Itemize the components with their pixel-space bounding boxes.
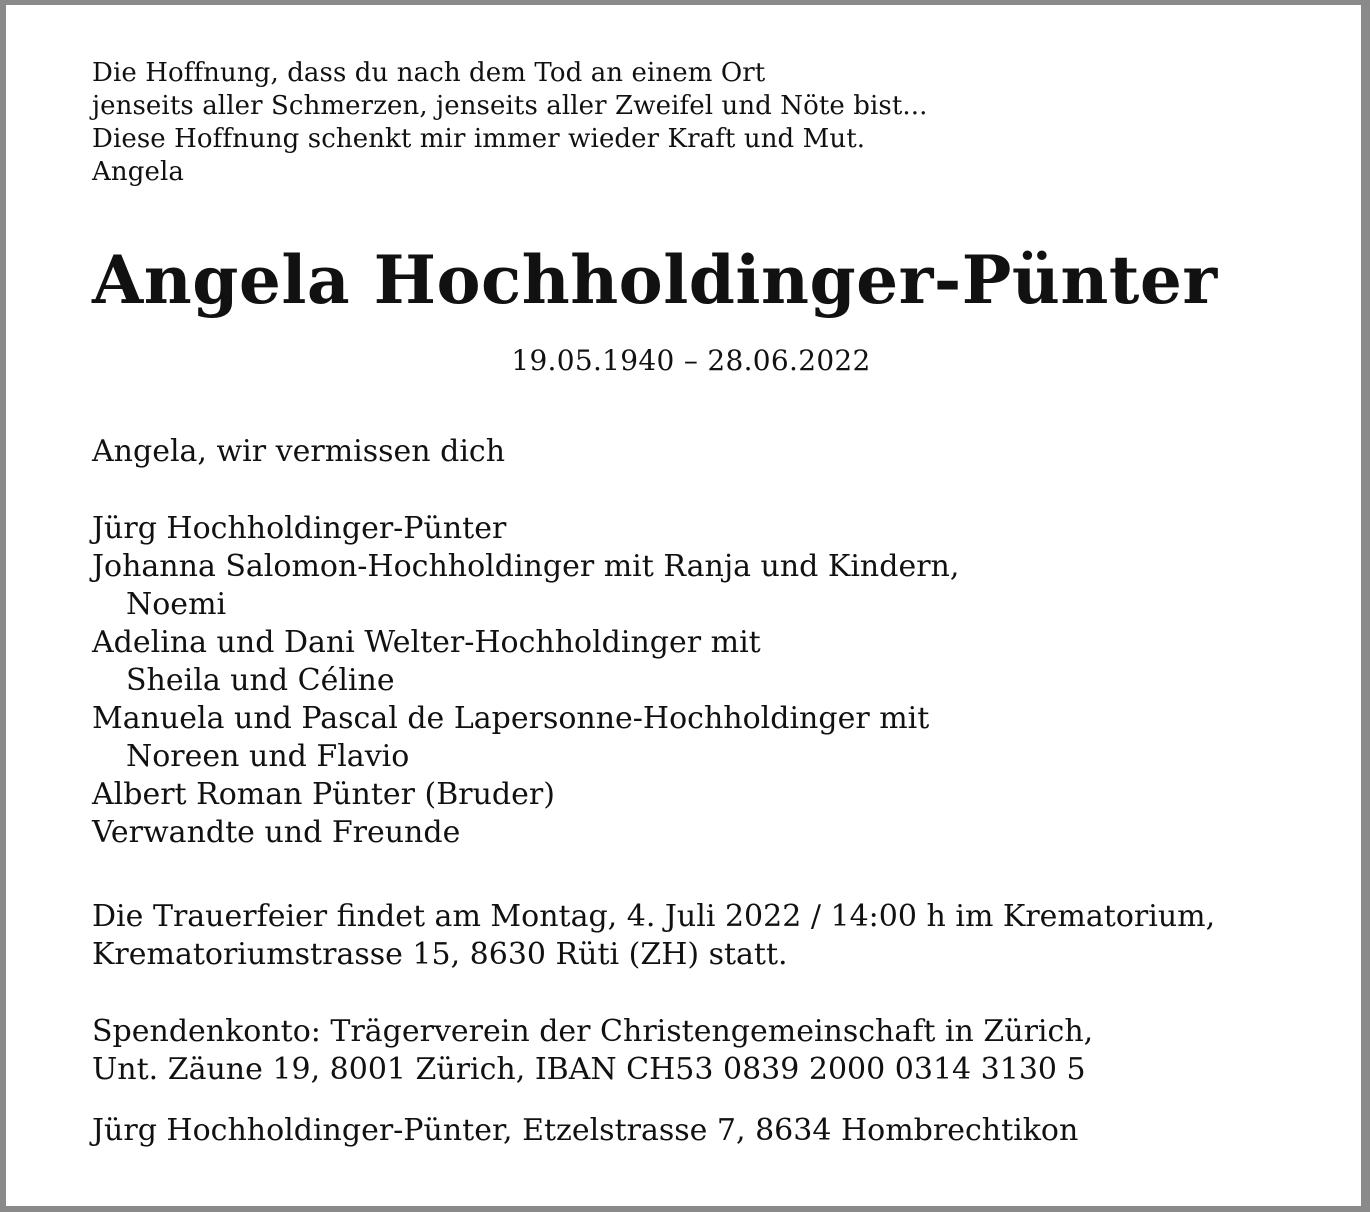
family-member-continued: Sheila und Céline — [126, 663, 395, 698]
ceremony-line: Die Trauerfeier findet am Montag, 4. Juli 2022 / 14:00 h im Krematorium, — [92, 899, 1216, 934]
family-member: Adelina und Dani Welter-Hochholdinger mit — [92, 625, 761, 660]
donation-line: Unt. Zäune 19, 8001 Zürich, IBAN CH53 0839 2000 0314 3130 5 — [92, 1052, 1086, 1087]
ceremony-line: Krematoriumstrasse 15, 8630 Rüti (ZH) statt. — [92, 937, 788, 972]
family-member: Verwandte und Freunde — [92, 815, 461, 850]
donation-line: Spendenkonto: Trägerverein der Christengemeinschaft in Zürich, — [92, 1014, 1094, 1049]
farewell-message: Angela, wir vermissen dich — [92, 434, 506, 469]
poem-signature: Angela — [92, 157, 184, 187]
family-member: Manuela und Pascal de Lapersonne-Hochholdinger mit — [92, 701, 930, 736]
donation-info — [92, 1013, 1093, 1089]
contact-address: Jürg Hochholdinger-Pünter, Etzelstrasse 7, 8634 Hombrechtikon — [92, 1113, 1079, 1148]
poem — [92, 57, 928, 189]
poem-line: Diese Hoffnung schenkt mir immer wieder Kraft und Mut. — [92, 124, 866, 154]
family-member: Johanna Salomon-Hochholdinger mit Ranja und Kindern, — [92, 549, 960, 584]
family-member-continued: Noreen und Flavio — [126, 739, 410, 774]
life-dates: 19.05.1940 – 28.06.2022 — [511, 344, 871, 377]
family-member: Albert Roman Pünter (Bruder) — [92, 777, 555, 812]
family-list — [92, 510, 959, 852]
poem-line: jenseits aller Schmerzen, jenseits aller Zweifel und Nöte bist... — [92, 91, 928, 121]
family-member-continued: Noemi — [126, 587, 227, 622]
ceremony-info — [92, 898, 1215, 974]
family-member: Jürg Hochholdinger-Pünter — [92, 511, 507, 546]
poem-line: Die Hoffnung, dass du nach dem Tod an einem Ort — [92, 58, 766, 88]
deceased-name: Angela Hochholdinger-Pünter — [92, 241, 1218, 319]
